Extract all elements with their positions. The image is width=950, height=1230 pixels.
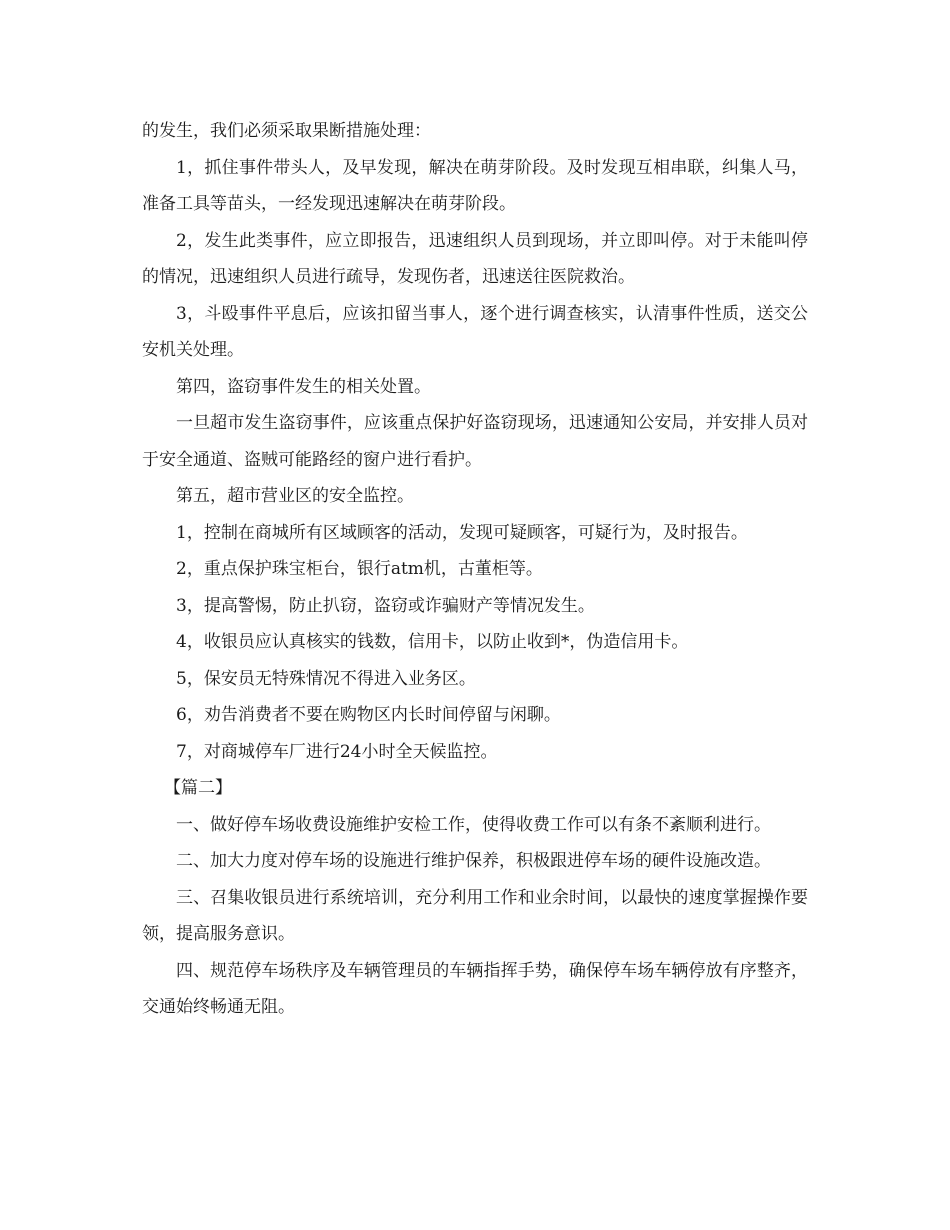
paragraph-monitor-item-5: 5，保安员无特殊情况不得进入业务区。: [176, 668, 476, 689]
paragraph-item-2: 2，发生此类事件，应立即报告，迅速组织人员到现场，并立即叫停。对于未能叫停的情况，迅速组织人员进行疏导，发现伤者，迅速送往医院救治。: [142, 230, 808, 287]
paragraph-theft-response: 一旦超市发生盗窃事件，应该重点保护好盗窃现场，迅速通知公安局，并安排人员对于安全通道、盗贼可能路经的窗户进行看护。: [142, 413, 808, 470]
paragraph-continuation: 的发生，我们必须采取果断措施处理：: [142, 121, 431, 141]
paragraph-parking-item-4: 四、规范停车场秩序及车辆管理员的车辆指挥手势，确保停车场车辆停放有序整齐，交通始终畅通无阻。: [142, 960, 808, 1017]
paragraph-monitor-item-7: 7，对商城停车厂进行24小时全天候监控。: [176, 741, 498, 762]
paragraph-parking-item-2: 二、加大力度对停车场的设施进行维护保养，积极跟进停车场的硬件设施改造。: [176, 851, 771, 871]
section-heading-4: 第四，盗窃事件发生的相关处置。: [176, 376, 431, 397]
paragraph-item-1: 1，抓住事件带头人，及早发现，解决在萌芽阶段。及时发现互相串联，纠集人马，准备工具等苗头，一经发现迅速解决在萌芽阶段。: [142, 157, 808, 214]
document-body: [142, 113, 808, 1026]
paragraph-monitor-item-1: 1，控制在商城所有区域顾客的活动，发现可疑顾客，可疑行为，及时报告。: [176, 522, 748, 543]
paragraph-monitor-item-6: 6，劝告消费者不要在购物区内长时间停留与闲聊。: [176, 705, 561, 725]
paragraph-parking-item-3: 三、召集收银员进行系统培训，充分利用工作和业余时间，以最快的速度掌握操作要领，提高服务意识。: [142, 887, 808, 944]
part-two-heading: 【篇二】: [164, 778, 232, 798]
paragraph-monitor-item-3: 3，提高警惕，防止扒窃，盗窃或诈骗财产等情况发生。: [176, 595, 595, 616]
paragraph-monitor-item-4: 4，收银员应认真核实的钱数，信用卡，以防止收到*，伪造信用卡。: [176, 632, 689, 652]
paragraph-monitor-item-2: 2，重点保护珠宝柜台，银行atm机，古董柜等。: [176, 559, 543, 579]
paragraph-item-3: 3，斗殴事件平息后，应该扣留当事人，逐个进行调查核实，认清事件性质，送交公安机关处理。: [142, 303, 808, 360]
section-heading-5: 第五，超市营业区的安全监控。: [176, 486, 414, 506]
paragraph-parking-item-1: 一、做好停车场收费设施维护安检工作，使得收费工作可以有条不紊顺利进行。: [176, 814, 771, 835]
